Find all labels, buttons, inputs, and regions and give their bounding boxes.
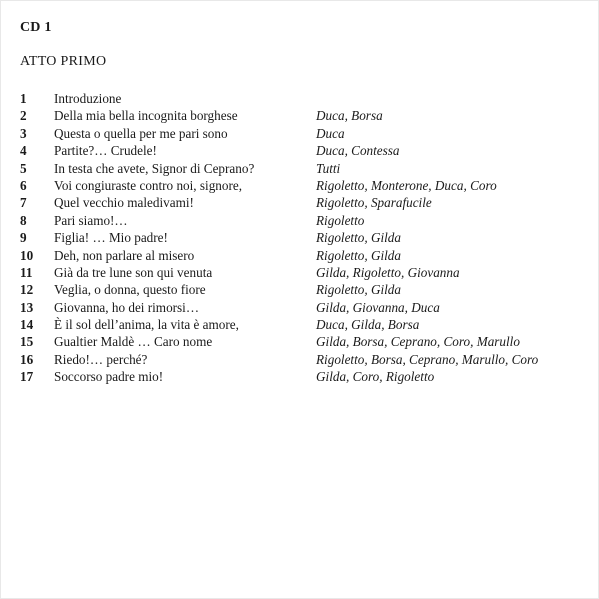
track-performers: Tutti <box>316 160 341 176</box>
track-performers: Gilda, Rigoletto, Giovanna <box>316 264 460 280</box>
track-title: Gualtier Maldè … Caro nome <box>54 334 213 350</box>
track-title: Veglia, o donna, questo fiore <box>54 282 206 298</box>
track-number: 2 <box>20 108 27 124</box>
disc-label: CD 1 <box>20 20 52 35</box>
track-performers: Rigoletto, Sparafucile <box>316 195 432 211</box>
track-performers: Rigoletto <box>316 212 365 228</box>
track-title: È il sol dell’anima, la vita è amore, <box>54 317 239 333</box>
track-title: Partite?… Crudele! <box>54 143 157 159</box>
track-number: 3 <box>20 125 27 141</box>
track-row <box>20 90 590 107</box>
track-row <box>20 299 590 316</box>
track-number: 10 <box>20 247 34 263</box>
track-row <box>20 229 590 246</box>
track-row <box>20 351 590 368</box>
track-number: 12 <box>20 282 34 298</box>
track-title: Riedo!… perché? <box>54 351 148 367</box>
track-row <box>20 333 590 350</box>
track-number: 15 <box>20 334 34 350</box>
track-performers: Gilda, Giovanna, Duca <box>316 299 440 315</box>
track-title: Deh, non parlare al misero <box>54 247 195 263</box>
track-list <box>20 90 590 386</box>
track-row <box>20 142 590 159</box>
track-performers: Duca, Contessa <box>316 143 400 159</box>
track-title: Soccorso padre mio! <box>54 369 164 385</box>
track-row <box>20 247 590 264</box>
track-title: Già da tre lune son qui venuta <box>54 264 213 280</box>
track-title: Pari siamo!… <box>54 212 128 228</box>
track-performers: Rigoletto, Borsa, Ceprano, Marullo, Coro <box>316 351 539 367</box>
track-number: 17 <box>20 369 34 385</box>
track-title: Della mia bella incognita borghese <box>54 108 238 124</box>
track-performers: Gilda, Borsa, Ceprano, Coro, Marullo <box>316 334 520 350</box>
track-title: Voi congiuraste contro noi, signore, <box>54 177 243 193</box>
track-title: Figlia! … Mio padre! <box>54 230 168 246</box>
track-row <box>20 107 590 124</box>
track-title: In testa che avete, Signor di Ceprano? <box>54 160 255 176</box>
track-performers: Duca <box>316 125 345 141</box>
track-number: 1 <box>20 91 27 106</box>
track-number: 6 <box>20 177 27 193</box>
track-number: 8 <box>20 212 27 228</box>
track-number: 7 <box>20 195 27 211</box>
track-number: 14 <box>20 317 34 333</box>
track-number: 11 <box>20 264 33 280</box>
track-performers: Rigoletto, Gilda <box>316 247 401 263</box>
track-title: Quel vecchio maledivami! <box>54 195 194 211</box>
act-heading: ATTO PRIMO <box>20 54 107 69</box>
track-number: 9 <box>20 230 27 246</box>
track-number: 4 <box>20 143 27 159</box>
track-row <box>20 160 590 177</box>
track-title: Questa o quella per me pari sono <box>54 125 228 141</box>
track-number: 16 <box>20 351 34 367</box>
track-performers: Rigoletto, Gilda <box>316 282 401 298</box>
track-title: Introduzione <box>54 91 122 106</box>
track-number: 13 <box>20 299 34 315</box>
track-row <box>20 194 590 211</box>
track-row <box>20 212 590 229</box>
track-row <box>20 368 590 385</box>
track-performers: Rigoletto, Monterone, Duca, Coro <box>316 177 497 193</box>
track-row <box>20 125 590 142</box>
track-title: Giovanna, ho dei rimorsi… <box>54 299 200 315</box>
track-row <box>20 264 590 281</box>
track-performers: Gilda, Coro, Rigoletto <box>316 369 435 385</box>
track-row <box>20 177 590 194</box>
track-performers: Duca, Borsa <box>316 108 383 124</box>
track-number: 5 <box>20 160 27 176</box>
track-performers: Rigoletto, Gilda <box>316 230 401 246</box>
track-performers: Duca, Gilda, Borsa <box>316 317 420 333</box>
track-row <box>20 316 590 333</box>
track-row <box>20 281 590 298</box>
